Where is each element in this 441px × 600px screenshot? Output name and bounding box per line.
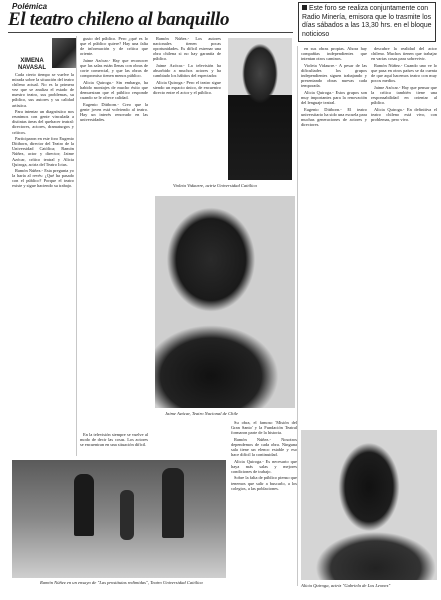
body-column-2b bbox=[80, 432, 148, 460]
photo-alicia-quiroga bbox=[301, 430, 437, 580]
paragraph: descubre la realidad del actor chileno. Muchos tienen que trabajar en varias cosas para sobrevivir. bbox=[371, 46, 437, 62]
byline-name: XIMENA NAVASAL bbox=[17, 58, 47, 71]
body-column-2 bbox=[80, 36, 148, 431]
paragraph: Alicia Quiroga.- Sin embargo, ha habido montajes de mucho éxito que demuestran que el público responde cuando se le ofrece calidad. bbox=[80, 79, 148, 101]
paragraph: Participaron en este foro Eugenio Dittborn, director del Teatro de la Universidad Católica; Ramón Núñez, actor y director; Jaime Azócar, crítico teatral y Alicia Quiroga, actriz del Teatro Ictus. bbox=[12, 136, 74, 167]
paragraph: Alicia Quiroga.- Pero el teatro sigue siendo un espacio único, de encuentro directo entre el actor y el público. bbox=[153, 79, 221, 95]
paragraph: gusto del público. Pero ¿qué es lo que el público quiere? Hay una falta de información y de crítica que oriente. bbox=[80, 36, 148, 57]
paragraph: Alicia Quiroga.- Es necesario que haya más salas y mejores condiciones de trabajo. bbox=[231, 458, 297, 474]
paragraph: Violeta Vidaurre.- A pesar de las dificultades los grupos independientes siguen trabajando y presentando obras nuevas cada temporada. bbox=[301, 62, 367, 89]
photo-jaime-azocar bbox=[155, 196, 295, 408]
body-column-4 bbox=[301, 46, 367, 426]
paragraph: Jaime Azócar.- Hay que reconocer que las salas están llenas con obras de corte comercial, y que las obras de compromiso tienen menos público. bbox=[80, 57, 148, 79]
body-column-5 bbox=[371, 46, 437, 426]
paragraph: Cada cierto tiempo se vuelve la mirada sobre la situación del teatro chileno actual. No es la primera vez que se analiza el estado de nuestro teatro, sus problemas, su público, sus autores y su calidad artística. bbox=[12, 72, 74, 108]
notice-box bbox=[298, 2, 436, 42]
paragraph: Ramón Núñez.- Esta pregunta yo la haría al revés: ¿Qué ha pasado con el público? Porque el teatro existe y sigue haciendo su trabajo. bbox=[12, 168, 74, 189]
paragraph: Para intentar un diagnóstico nos reunimos con gente vinculada a distintas áreas del quehacer teatral: directores, actores, dramaturgos y críticos. bbox=[12, 109, 74, 135]
paragraph: En la televisión siempre se vuelve al modo de decir las cosas. Los actores se encuentran en una situación difícil. bbox=[80, 432, 148, 448]
caption-ramon: Ramón Núñez en un ensayo de "Las prostitutas redimidas", Teatro Universidad Católica bbox=[40, 580, 203, 585]
paragraph: Jaime Azócar.- La televisión ha absorbido a muchos actores y ha cambiado los hábitos del espectador. bbox=[153, 62, 221, 79]
paragraph: Eugenio Dittborn.- El teatro universitario ha sido una escuela para muchas generaciones de actores y directores. bbox=[301, 106, 367, 127]
paragraph: Alicia Quiroga.- Estos grupos son muy importantes para la renovación del lenguaje teatral. bbox=[301, 89, 367, 105]
paragraph: Sobre la falta de público pienso que tenemos que salir a buscarlo, a los colegios, a las poblaciones. bbox=[231, 475, 297, 491]
notice-text: Este foro se realiza conjuntamente con Radio Minería, emisora que lo trasmite los días sábados a las 13,30 hrs. en el bloque noticioso bbox=[302, 5, 432, 38]
section-label: Polémica bbox=[12, 2, 48, 11]
paragraph: Alicia Quiroga.- En definitiva el teatro chileno está vivo, con problemas, pero vivo. bbox=[371, 106, 437, 122]
square-bullet-icon bbox=[302, 5, 307, 10]
column-divider bbox=[297, 46, 298, 586]
caption-jaime: Jaime Azócar, Teatro Nacional de Chile bbox=[165, 411, 239, 416]
paragraph: Ramón Núñez.- Los autores nacionales tienen pocas oportunidades. Es difícil estrenar una obra chilena si no hay garantía de público. bbox=[153, 36, 221, 62]
paragraph: Eugenio Dittborn.- Creo que la gente joven está volviendo al teatro. Hay un interés renovado en las universidades. bbox=[80, 101, 148, 122]
caption-alicia: Alicia Quiroga, actriz "Gabriela de Los Leones" bbox=[301, 583, 391, 588]
paragraph: Jaime Azócar.- Hay que pensar que la crítica también tiene una responsabilidad en orientar al público. bbox=[371, 84, 437, 105]
caption-violeta: Violeta Vidaurre, actriz Universidad Católica bbox=[173, 183, 257, 188]
title-divider bbox=[8, 32, 293, 33]
author-photo bbox=[52, 38, 76, 68]
page-title: El teatro chileno al banquillo bbox=[8, 9, 230, 30]
paragraph: Su obra, el famoso 'Misión del Gran Santo' y la Fundación Teatral formaron parte de la historia. bbox=[231, 420, 297, 436]
paragraph: Ramón Núñez.- Nosotros dependemos de cada obra. Ninguna sala tiene un elenco estable y eso hace difícil la continuidad. bbox=[231, 436, 297, 458]
paragraph: Ramón Núñez.- Cuando uno ve lo que pasa en otros países se da cuenta de que aquí hacemos teatro con muy pocos medios. bbox=[371, 62, 437, 84]
photo-ramon-nunez bbox=[12, 460, 226, 578]
paragraph: en sus obras propias. Ahora hay compañías independientes que intentan otros caminos. bbox=[301, 46, 367, 62]
body-column-6 bbox=[231, 420, 297, 594]
column-divider bbox=[76, 36, 77, 456]
photo-violeta-vidaurre bbox=[228, 38, 292, 180]
